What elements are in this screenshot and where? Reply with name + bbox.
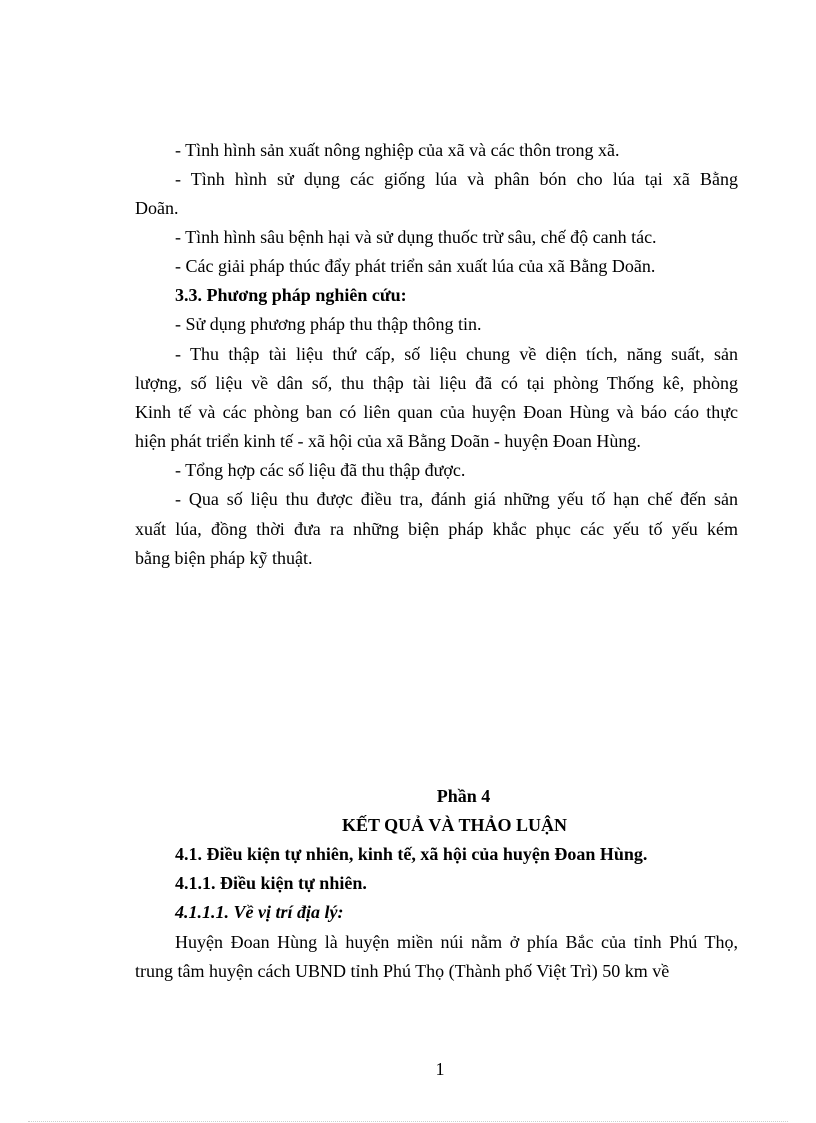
body-line-1: Huyện Đoan Hùng là huyện miền núi nằm ở phía Bắc của tỉnh Phú Thọ, bbox=[175, 932, 738, 952]
heading-4-1-1: 4.1.1. Điều kiện tự nhiên. bbox=[175, 873, 367, 893]
page-bottom-rule bbox=[28, 1121, 788, 1122]
heading-4-1: 4.1. Điều kiện tự nhiên, kinh tế, xã hội của huyện Đoan Hùng. bbox=[175, 844, 648, 864]
heading-4-1-1-1: 4.1.1.1. Về vị trí địa lý: bbox=[175, 902, 344, 922]
method-line-1: - Sử dụng phương pháp thu thập thông tin. bbox=[175, 314, 482, 334]
section3-item-2-cont: Doãn. bbox=[135, 198, 179, 218]
method-line-9: bằng biện pháp kỹ thuật. bbox=[135, 548, 313, 568]
method-line-4: Kinh tế và các phòng ban có liên quan của huyện Đoan Hùng và báo cáo thực bbox=[135, 402, 738, 422]
method-line-5: hiện phát triển kinh tế - xã hội của xã Bằng Doãn - huyện Đoan Hùng. bbox=[135, 431, 641, 451]
page-number: 1 bbox=[435, 1059, 445, 1079]
section3-item-2: - Tình hình sử dụng các giống lúa và phân bón cho lúa tại xã Bằng bbox=[175, 169, 738, 189]
method-line-3: lượng, số liệu về dân số, thu thập tài liệu đã có tại phòng Thống kê, phòng bbox=[135, 373, 738, 393]
section3-item-1: - Tình hình sản xuất nông nghiệp của xã và các thôn trong xã. bbox=[175, 140, 620, 160]
method-line-6: - Tổng hợp các số liệu đã thu thập được. bbox=[175, 460, 466, 480]
body-line-2: trung tâm huyện cách UBND tỉnh Phú Thọ (Thành phố Việt Trì) 50 km về bbox=[135, 961, 670, 981]
method-heading: 3.3. Phương pháp nghiên cứu: bbox=[175, 285, 407, 305]
method-line-8: xuất lúa, đồng thời đưa ra những biện pháp khắc phục các yếu tố yếu kém bbox=[135, 519, 738, 539]
method-line-2: - Thu thập tài liệu thứ cấp, số liệu chung về diện tích, năng suất, sản bbox=[175, 344, 738, 364]
section3-item-3: - Tình hình sâu bệnh hại và sử dụng thuốc trừ sâu, chế độ canh tác. bbox=[175, 227, 657, 247]
method-line-7: - Qua số liệu thu được điều tra, đánh giá những yếu tố hạn chế đến sản bbox=[175, 489, 738, 509]
part-title: Phần 4 bbox=[436, 786, 491, 806]
part-subtitle: KẾT QUẢ VÀ THẢO LUẬN bbox=[341, 815, 568, 835]
section3-item-4: - Các giải pháp thúc đẩy phát triển sản xuất lúa của xã Bằng Doãn. bbox=[175, 256, 656, 276]
